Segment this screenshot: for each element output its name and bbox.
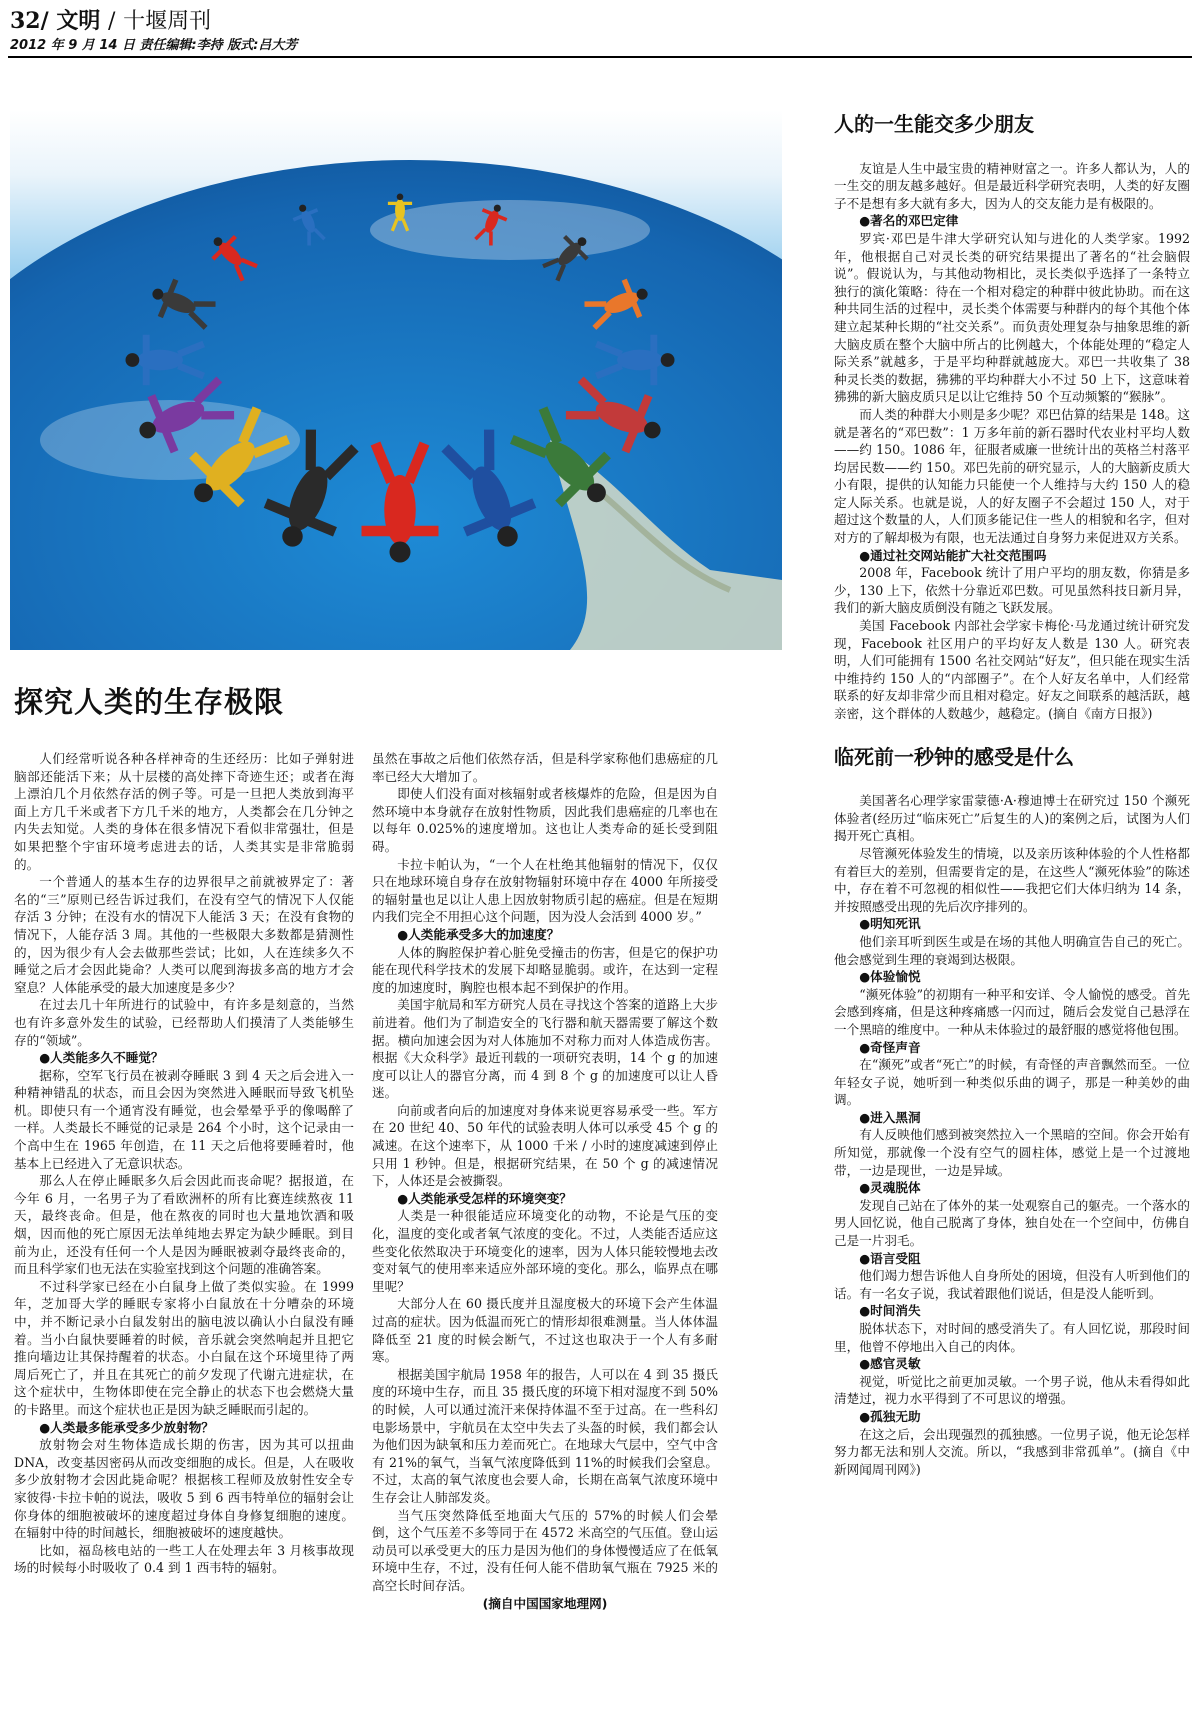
- subheading: ●人类能多久不睡觉？: [39, 1050, 164, 1066]
- paragraph: 他们竭力想告诉他人自身所处的困境，但没有人听到他们的话。有一名女子说，我试着跟他们说话，但是没人能听到。: [834, 1268, 1190, 1301]
- paragraph: 比如，福岛核电站的一些工人在处理去年 3 月核事故现场的时候每小时吸收了 0.4 到 1 西韦特的辐射。: [14, 1542, 354, 1576]
- paragraph: 在这之后，会出现强烈的孤独感。一位男子说，他无论怎样努力都无法和别人交流。所以，“我感到非常孤单”。(摘自《中新网闻周刊网》): [834, 1426, 1190, 1477]
- paragraph: 根据美国宇航局 1958 年的报告，人可以在 4 到 35 摄氏度的环境中生存，而且 35 摄氏度的环境下相对湿度不到 50%的时候，人可以通过流汗来保持体温不至于过高。在一些科幻电影场景中，宇航员在太空中失去了头盔的时候，我们都会认为他们因为缺氧和压力差而死亡。在地球大气层中，空气中含有 21%的氧气，当氧气浓度降低到 11%的时候我们会窒息。不过，太高的氧气浓度也会要人命，长期在高氧气浓度环境中生存会让人肺部发炎。: [372, 1366, 718, 1505]
- paragraph: 人体的胸腔保护着心脏免受撞击的伤害，但是它的保护功能在现代科学技术的发展下却略显脆弱。或许，在达到一定程度的加速度时，胸腔也根本起不到保护的作用。: [372, 944, 718, 995]
- separator: /: [108, 9, 116, 34]
- subheading: ●人类能承受多大的加速度？: [397, 926, 560, 942]
- subheading: ●进入黑洞: [859, 1109, 921, 1125]
- death-article-title: 临死前一秒钟的感受是什么: [834, 744, 1074, 769]
- subheading: ●灵魂脱体: [859, 1180, 921, 1196]
- paragraph: 美国 Facebook 内部社会学家卡梅伦·马龙通过统计研究发现，Facebook 社区用户的平均好友人数是 130 人。研究表明，人们可能拥有 1500 名社交网站“好友”，但只能在现实生活中维持约 150 人的“内部圈子”。在个人好友名单中，人们经常联系的好友却非常少而且相对稳定。好友之间联系的越活跃，越亲密，这个群体的人数越少，越稳定。(摘自《南方日报》): [834, 618, 1190, 721]
- paragraph: 那么人在停止睡眠多久后会因此而丧命呢？据报道，在今年 6 月，一名男子为了看欧洲杯的所有比赛连续熬夜 11 天，最终丧命。但是，他在熬夜的同时也大量地饮酒和吸烟，因而他的死亡原因无法单纯地去界定为缺少睡眠。到目前为止，还没有任何一个人是因为睡眠被剥夺最终丧命的，而且科学家们也无法在实验室找到这个问题的准确答案。: [14, 1173, 354, 1277]
- paper-name: 十堰周刊: [123, 9, 212, 34]
- subheading: ●语言受阻: [859, 1250, 921, 1266]
- paragraph: 即使人们没有面对核辐射或者核爆炸的危险，但是因为自然环境中本身就存在放射性物质，因此我们患癌症的几率也在以每年 0.025%的速度增加。这也让人类寿命的延长受到阻碍。: [372, 786, 718, 854]
- skydivers-photo: [10, 110, 782, 650]
- subheading: ●人类能承受怎样的环境突变？: [397, 1190, 572, 1206]
- subheading: ●时间消失: [859, 1303, 921, 1319]
- paragraph: “濒死体验”的初期有一种平和安详、令人愉悦的感受。首先会感到疼痛，但是这种疼痛感一闪而过，随后会发觉自己悬浮在一个黑暗的维度中。一种从未体验过的最舒服的感觉将他包围。: [834, 986, 1190, 1037]
- main-story-column-1: [14, 750, 354, 1577]
- paragraph: 放射物会对生物体造成长期的伤害，因为其可以扭曲 DNA，改变基因密码从而改变细胞的成长。但是，人在吸收多少放射物才会因此毙命呢？根据核工程师及放射性安全专家彼得·卡拉卡帕的说法，吸收 5 到 6 西韦特单位的辐射会让你身体的细胞被破坏的速度超过身体自身修复细胞的速度。在辐射中待的时间越长，细胞被破坏的速度越快。: [14, 1437, 354, 1541]
- paragraph: 当气压突然降低至地面大气压的 57%的时候人们会晕倒，这个气压差不多等同于在 4572 米高空的气压值。登山运动员可以承受更大的压力是因为他们的身体慢慢适应了在低氧环境中生存，不过，没有任何人能不借助氧气瓶在 7925 米的高空长时间存活。: [372, 1507, 718, 1593]
- sidebar-column: [834, 112, 1190, 1478]
- subheading: ●著名的邓巴定律: [859, 213, 959, 229]
- paragraph: 2008 年，Facebook 统计了用户平均的朋友数，你猜是多少，130 上下，依然十分靠近邓巴数。可见虽然科技日新月异，我们的新大脑皮质倒没有随之飞跃发展。: [834, 565, 1190, 616]
- paragraph: 尽管濒死体验发生的情境，以及亲历该种体验的个人性格都有着巨大的差别，但需要肯定的是，在这些人“濒死体验”的陈述中，存在着不可忽视的相似性——我把它们大体归纳为 14 条，并按照感受出现的先后次序排列的。: [834, 845, 1190, 914]
- subheading: ●奇怪声音: [859, 1039, 921, 1055]
- paragraph: 大部分人在 60 摄氏度并且湿度极大的环境下会产生体温过高的症状。因为低温而死亡的情形却很难测量。当人体体温降低至 21 度的时候会断气，不过这也取决于一个人有多耐寒。: [372, 1296, 718, 1365]
- friends-article-title: 人的一生能交多少朋友: [834, 112, 1034, 136]
- paragraph: 美国著名心理学家雷蒙德·A·穆迪博士在研究过 150 个濒死体验者(经历过“临床死亡”后复生的人)的案例之后，试图为人们揭开死亡真相。: [834, 793, 1190, 844]
- paragraph: 美国宇航局和军方研究人员在寻找这个答案的道路上大步前进着。他们为了制造安全的飞行器和航天器需要了解这个数据。横向加速会因为对人体施加不对称力而对人体造成伤害。根据《大众科学》最近刊载的一项研究表明，14 个 g 的加速度可以让人的器官分离，而 4 到 8 个 g 的加速度可以让人昏迷。: [372, 997, 718, 1101]
- paragraph: 不过科学家已经在小白鼠身上做了类似实验。在 1999 年，芝加哥大学的睡眠专家将小白鼠放在十分嘈杂的环境中，并不断记录小白鼠发射出的脑电波以确认小白鼠没有睡着。当小白鼠快要睡着的时候，音乐就会突然响起并且把它推向墙边让其保持醒着的状态。小白鼠在这个环境里待了两周后死亡了，并且在其死亡的前夕发现了代谢亢进症状，在这个症状中，生物体即使在完全静止的状态下也会燃烧大量的卡路里。而这个症状也正是因为缺乏睡眠而引起的。: [14, 1278, 354, 1417]
- header-rule: [8, 56, 1192, 58]
- section-name: 文明: [56, 8, 101, 34]
- paragraph: 在“濒死”或者“死亡”的时候，有奇怪的声音飘然而至。一位年轻女子说，她听到一种类似乐曲的调子，那是一种美妙的曲调。: [834, 1057, 1190, 1108]
- paragraph: 一个普通人的基本生存的边界很早之前就被界定了：著名的“三”原则已经告诉过我们，在没有空气的情况下人仅能存活 3 分钟；在没有水的情况下人能活 3 天；在没有食物的情况下，人能存活 3 周。其他的一些极限大多数都是猜测性的，因为很少有人会去做那些尝试；比如，人在连续多久不睡觉之后才会因此毙命？人类可以爬到海拔多高的地方才会窒息？人体能承受的最大加速度是多少？: [14, 874, 354, 995]
- paragraph: 人们经常听说各种各样神奇的生还经历：比如子弹射进脑部还能活下来；从十层楼的高处摔下奇迹生还；或者在海上漂泊几个月依然存活的例子等。可是一旦把人类放到海平面上方几千米或者下方几千米的地方，人类都会在几分钟之内失去知觉。人类的身体在很多情况下看似非常强壮，但是如果把整个宇宙环境考虑进去的话，人类其实是非常脆弱的。: [14, 751, 354, 872]
- paragraph: 脱体状态下，对时间的感受消失了。有人回忆说，那段时间里，他曾不停地出入自己的肉体。: [834, 1321, 1190, 1354]
- source-credit: (摘自中国国家地理网): [482, 1595, 608, 1611]
- paragraph: 而人类的种群大小则是多少呢？邓巴估算的结果是 148。这就是著名的“邓巴数”：1 万多年前的新石器时代农业村平均人数——约 150。1086 年，征服者威廉一世统计出的英格兰村落平均居民数——约 150。邓巴先前的研究显示，人的大脑新皮质大小有限，提供的认知能力只能使一个人维持与大约 150 人的稳定人际关系。也就是说，人的好友圈子不会超过 150 人，对于超过这个数量的人，人们顶多能记住一些人的相貌和名字，但对对方的了解却极为有限，也无法通过自身努力来促进双方关系。: [834, 406, 1190, 546]
- subheading: ●感官灵敏: [859, 1356, 921, 1372]
- paragraph: 友谊是人生中最宝贵的精神财富之一。许多人都认为，人的一生交的朋友越多越好。但是最近科学研究表明，人类的好友圈子不是想有多大就有多大，因为人的交友能力是有极限的。: [834, 160, 1190, 211]
- paragraph: 卡拉卡帕认为，“一个人在杜绝其他辐射的情况下，仅仅只在地球环境自身存在放射物辐射环境中存在 4000 年所接受的辐射量也足以让人患上因放射物质引起的癌症。但是在短期内我们完全不用担心这个问题，因为没人会活到 4000 岁。”: [372, 856, 718, 925]
- paragraph: 虽然在事故之后他们依然存活，但是科学家称他们患癌症的几率已经大大增加了。: [372, 751, 718, 784]
- dateline: 2012 年 9 月 14 日 责任编辑:李持 版式:吕大芳: [10, 38, 298, 53]
- subheading: ●孤独无助: [859, 1408, 921, 1424]
- subheading: ●体验愉悦: [859, 969, 921, 985]
- death-article-body: [834, 792, 1190, 1478]
- paragraph: 视觉，听觉比之前更加灵敏。一个男子说，他从未看得如此清楚过，视力水平得到了不可思议的增强。: [834, 1373, 1190, 1407]
- subheading: ●明知死讯: [859, 916, 921, 932]
- main-story-column-2: [372, 750, 718, 1612]
- page-number: 32/: [10, 8, 49, 34]
- paragraph: 在过去几十年所进行的试验中，有许多是刻意的，当然也有许多意外发生的试验，已经帮助人们摸清了人类能够生存的“领域”。: [14, 997, 354, 1048]
- masthead: [10, 4, 211, 35]
- paragraph: 有人反映他们感到被突然拉入一个黑暗的空间。你会开始有所知觉，那就像一个没有空气的圆柱体，感觉上是一个过渡地带，一边是现世，一边是异域。: [834, 1127, 1190, 1178]
- paragraph: 据称，空军飞行员在被剥夺睡眠 3 到 4 天之后会进入一种精神错乱的状态，而且会因为突然进入睡眠而导致飞机坠机。即使只有一个通宵没有睡觉，也会晕晕乎乎的像喝醉了一样。人类最长不睡觉的记录是 264 个小时，这个记录由一个高中生在 1965 年创造，在 11 天之后他将要睡着时，他基本上已经进入了无意识状态。: [14, 1067, 354, 1171]
- paragraph: 罗宾·邓巴是牛津大学研究认知与进化的人类学家。1992 年，他根据自己对灵长类的研究结果提出了著名的“社会脑假说”。假说认为，与其他动物相比，灵长类似乎选择了一条特立独行的演化策略：待在一个相对稳定的种群中彼此协助。而在这种共同生活的过程中，灵长类个体需要与种群内的每个其他个体建立起某种长期的“社交关系”。而负责处理复杂与抽象思维的新大脑皮质在整个大脑中所占的比例越大，个体能处理的“稳定人际关系”就越多，于是平均种群就越庞大。邓巴一共收集了 38 种灵长类的数据，狒狒的平均种群大小不过 50 上下，这意味着狒狒的新大脑皮质只足以让它维持 50 个互动频繁的“猴脉”。: [834, 230, 1190, 405]
- main-story-title: 探究人类的生存极限: [14, 685, 285, 719]
- paragraph: 向前或者向后的加速度对身体来说更容易承受一些。军方在 20 世纪 40、50 年代的试验表明人体可以承受 45 个 g 的减速。在这个速率下，从 1000 千米 / 小时的速度减速到停止只用 1 秒钟。但是，根据研究结果，在 50 个 g 的减速情况下，人体还是会被撕裂。: [372, 1102, 718, 1189]
- friends-article-body: [834, 160, 1190, 723]
- paragraph: 他们亲耳听到医生或是在场的其他人明确宣告自己的死亡。他会感觉到生理的衰竭到达极限。: [834, 933, 1190, 967]
- paragraph: 发现自己站在了体外的某一处观察自己的躯壳。一个落水的男人回忆说，他自己脱离了身体，独自处在一个空间中，仿佛自己是一片羽毛。: [834, 1197, 1190, 1249]
- subheading: ●人类最多能承受多少放射物？: [39, 1419, 214, 1435]
- subheading: ●通过社交网站能扩大社交范围吗: [859, 547, 1047, 563]
- paragraph: 人类是一种很能适应环境变化的动物，不论是气压的变化，温度的变化或者氧气浓度的变化。不过，人类能否适应这些变化依然取决于环境变化的速率，因为人体只能较慢地去改变对氧气的使用率来适应外部环境的变化。那么，临界点在哪里呢？: [372, 1208, 718, 1294]
